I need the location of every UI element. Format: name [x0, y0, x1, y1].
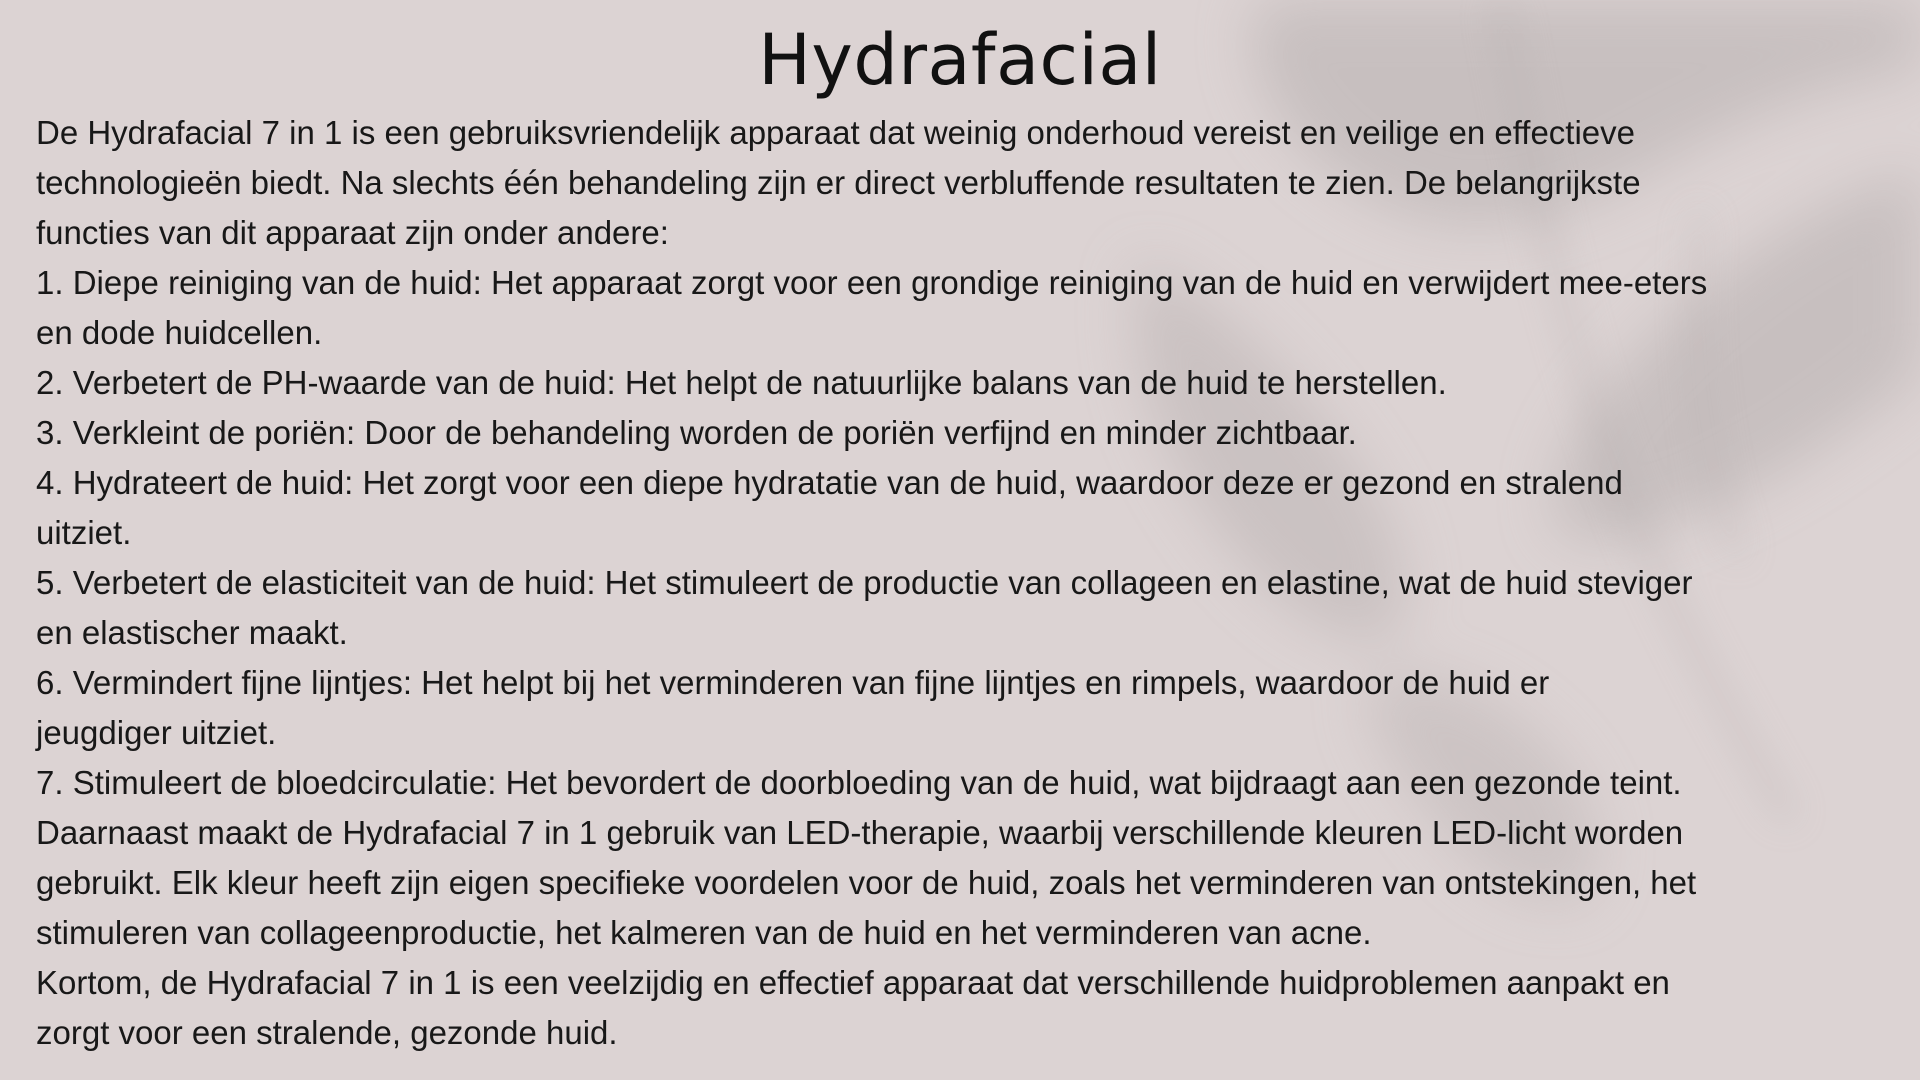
summary-paragraph	[36, 958, 1884, 1058]
text-line: 3. Verkleint de poriën: Door de behandeling worden de poriën verfijnd en minder zichtbaar.	[36, 414, 1357, 451]
feature-item-1	[36, 258, 1884, 358]
led-therapy-paragraph	[36, 808, 1884, 958]
text-line: 6. Vermindert fijne lijntjes: Het helpt bij het verminderen van fijne lijntjes en rimpels, waardoor de huid er	[36, 664, 1550, 701]
text-line: Kortom, de Hydrafacial 7 in 1 is een veelzijdig en effectief apparaat dat verschillende huidproblemen aanpakt en	[36, 964, 1670, 1001]
text-line: en elastischer maakt.	[36, 614, 348, 651]
text-line: functies van dit apparaat zijn onder andere:	[36, 214, 669, 251]
text-line: gebruikt. Elk kleur heeft zijn eigen specifieke voordelen voor de huid, zoals het verminderen van ontstekingen, het	[36, 864, 1697, 901]
feature-item-6	[36, 658, 1884, 758]
article-body	[36, 108, 1884, 1058]
feature-item-3	[36, 408, 1884, 458]
text-line: Daarnaast maakt de Hydrafacial 7 in 1 gebruik van LED-therapie, waarbij verschillende kleuren LED-licht worden	[36, 814, 1684, 851]
text-line: 5. Verbetert de elasticiteit van de huid: Het stimuleert de productie van collageen en elastine, wat de huid steviger	[36, 564, 1693, 601]
text-line: De Hydrafacial 7 in 1 is een gebruiksvriendelijk apparaat dat weinig onderhoud vereist en veilige en effectieve	[36, 114, 1636, 151]
feature-item-5	[36, 558, 1884, 658]
text-line: 2. Verbetert de PH-waarde van de huid: Het helpt de natuurlijke balans van de huid te herstellen.	[36, 364, 1447, 401]
text-line: 4. Hydrateert de huid: Het zorgt voor een diepe hydratatie van de huid, waardoor deze er gezond en stralend	[36, 464, 1623, 501]
text-line: technologieën biedt. Na slechts één behandeling zijn er direct verbluffende resultaten te zien. De belangrijkste	[36, 164, 1641, 201]
text-line: 1. Diepe reiniging van de huid: Het apparaat zorgt voor een grondige reiniging van de huid en verwijdert mee-eters	[36, 264, 1708, 301]
feature-item-7	[36, 758, 1884, 808]
text-line: en dode huidcellen.	[36, 314, 323, 351]
feature-item-4	[36, 458, 1884, 558]
text-line: jeugdiger uitziet.	[36, 714, 277, 751]
feature-item-2	[36, 358, 1884, 408]
page-title: Hydrafacial	[758, 19, 1162, 101]
text-line: zorgt voor een stralende, gezonde huid.	[36, 1014, 618, 1051]
text-line: uitziet.	[36, 514, 132, 551]
intro-paragraph	[36, 108, 1884, 258]
text-line: stimuleren van collageenproductie, het kalmeren van de huid en het verminderen van acne.	[36, 914, 1372, 951]
text-line: 7. Stimuleert de bloedcirculatie: Het bevordert de doorbloeding van de huid, wat bijdraagt aan een gezonde teint.	[36, 764, 1682, 801]
